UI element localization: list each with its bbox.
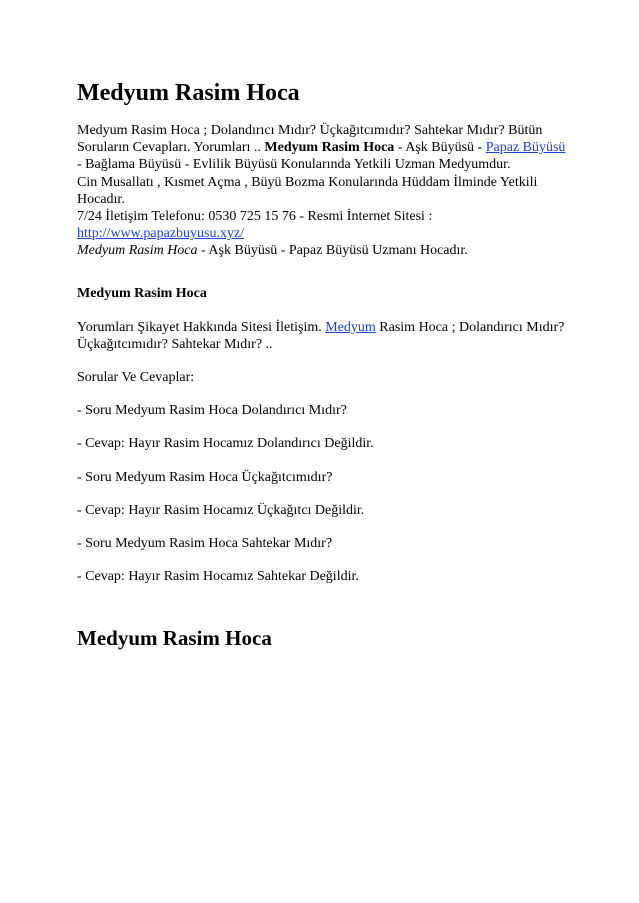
qa-item: - Soru Medyum Rasim Hoca Sahtekar Mıdır? (77, 536, 333, 552)
questions-heading: Sorular Ve Cevaplar: (77, 370, 195, 386)
document-page (77, 78, 572, 651)
intro-text: Medyum Rasim Hoca ; Dolandırıcı Mıdır? Üçkağıtcımıdır? Sahtekar Mıdır? Bütün Soruların Cevapları. Yorumları .. (77, 123, 543, 156)
section-text: Yorumları Şikayet Hakkında Sitesi İletişim. (77, 319, 326, 335)
intro-paragraph (77, 122, 572, 260)
intro-text: - Aşk Büyüsü - (394, 140, 486, 156)
website-link[interactable]: http://www.papazbuyusu.xyz/ (77, 226, 245, 242)
page-title: Medyum Rasim Hoca (77, 80, 300, 106)
contact-line: 7/24 İletişim Telefonu: 0530 725 15 76 - Resmi İnternet Sitesi : (77, 209, 433, 225)
intro-text: - Bağlama Büyüsü - Evlilik Büyüsü Konularında Yetkili Uzman Medyumdur. (77, 157, 511, 173)
section-heading: Medyum Rasim Hoca (77, 285, 207, 301)
section-text: Rasim Hoca ; Dolandırıcı Mıdır? Üçkağıtcımıdır? Sahtekar Mıdır? .. (77, 319, 565, 352)
qa-item: - Soru Medyum Rasim Hoca Üçkağıtcımıdır? (77, 469, 333, 485)
medyum-link[interactable]: Medyum (325, 319, 376, 335)
qa-item: - Soru Medyum Rasim Hoca Dolandırıcı Mıdır? (77, 403, 347, 419)
intro-line: Cin Musallatı , Kısmet Açma , Büyü Bozma Konularında Hüddam İlminde Yetkili Hocadır. (77, 174, 538, 207)
section-paragraph (77, 319, 572, 353)
intro-line: - Aşk Büyüsü - Papaz Büyüsü Uzmanı Hocadır. (197, 243, 468, 259)
intro-bold-name: Medyum Rasim Hoca (264, 140, 395, 156)
qa-item: - Cevap: Hayır Rasim Hocamız Dolandırıcı Değildir. (77, 436, 374, 452)
qa-item: - Cevap: Hayır Rasim Hocamız Sahtekar Değildir. (77, 569, 359, 585)
papaz-buyusu-link[interactable]: Papaz Büyüsü (485, 140, 566, 156)
footer-title: Medyum Rasim Hoca (77, 626, 272, 651)
qa-item: - Cevap: Hayır Rasim Hocamız Üçkağıtcı Değildir. (77, 502, 365, 518)
intro-italic-name: Medyum Rasim Hoca (77, 243, 198, 259)
